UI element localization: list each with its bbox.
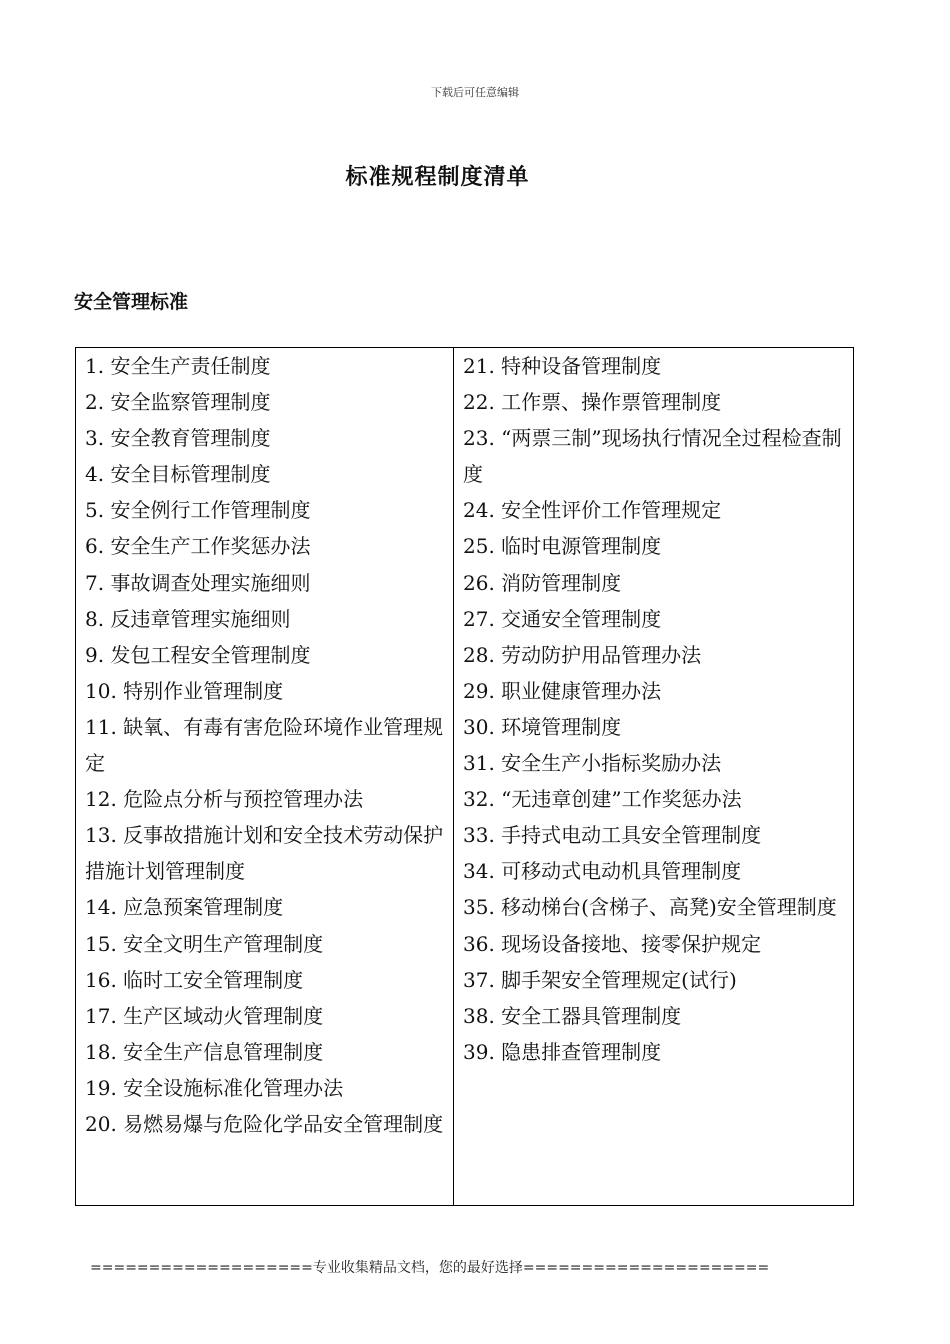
list-item: 38. 安全工器具管理制度 bbox=[463, 1003, 682, 1028]
list-item: 11. 缺氧、有毒有害危险环境作业管理规定 bbox=[85, 714, 444, 776]
section-heading: 安全管理标准 bbox=[74, 291, 189, 313]
right-column bbox=[454, 348, 854, 1206]
list-item: 7. 事故调查处理实施细则 bbox=[85, 570, 311, 595]
list-item: 21. 特种设备管理制度 bbox=[463, 354, 662, 378]
list-item: 26. 消防管理制度 bbox=[463, 570, 622, 595]
list-item: 30. 环境管理制度 bbox=[463, 714, 622, 739]
left-column bbox=[76, 348, 454, 1206]
list-item: 37. 脚手架安全管理规定(试行) bbox=[463, 967, 737, 992]
list-item: 15. 安全文明生产管理制度 bbox=[85, 931, 324, 956]
list-item: 27. 交通安全管理制度 bbox=[463, 606, 662, 631]
list-item: 31. 安全生产小指标奖励办法 bbox=[463, 751, 722, 776]
list-item: 14. 应急预案管理制度 bbox=[85, 895, 284, 920]
list-item: 19. 安全设施标准化管理办法 bbox=[85, 1075, 344, 1100]
list-item: 3. 安全教育管理制度 bbox=[85, 426, 271, 451]
list-item: 29. 职业健康管理办法 bbox=[463, 678, 662, 703]
list-item: 36. 现场设备接地、接零保护规定 bbox=[463, 931, 762, 956]
list-item: 6. 安全生产工作奖惩办法 bbox=[85, 534, 311, 559]
list-item: 18. 安全生产信息管理制度 bbox=[85, 1039, 324, 1064]
list-item: 34. 可移动式电动机具管理制度 bbox=[463, 859, 742, 884]
right-item-list bbox=[454, 348, 853, 1070]
list-item: 2. 安全监察管理制度 bbox=[85, 390, 271, 415]
list-item: 39. 隐患排查管理制度 bbox=[463, 1039, 662, 1064]
left-item-list bbox=[76, 348, 453, 1142]
list-item: 33. 手持式电动工具安全管理制度 bbox=[463, 823, 762, 848]
document-title: 标准规程制度清单 bbox=[345, 165, 530, 190]
list-item: 23. “两票三制”现场执行情况全过程检查制度 bbox=[463, 426, 842, 487]
list-item: 16. 临时工安全管理制度 bbox=[85, 967, 304, 992]
list-item: 25. 临时电源管理制度 bbox=[463, 534, 662, 559]
list-item: 4. 安全目标管理制度 bbox=[85, 462, 271, 487]
list-item: 10. 特别作业管理制度 bbox=[85, 678, 284, 703]
list-item: 20. 易燃易爆与危险化学品安全管理制度 bbox=[85, 1111, 444, 1136]
page-footer: ===================专业收集精品文档，您的最好选择===================== bbox=[90, 1260, 770, 1276]
list-item: 1. 安全生产责任制度 bbox=[85, 354, 271, 378]
list-item: 22. 工作票、操作票管理制度 bbox=[463, 390, 722, 415]
list-item: 35. 移动梯台(含梯子、高凳)安全管理制度 bbox=[463, 895, 837, 920]
list-item: 5. 安全例行工作管理制度 bbox=[85, 498, 311, 523]
regulations-table bbox=[75, 347, 854, 1206]
list-item: 12. 危险点分析与预控管理办法 bbox=[85, 787, 364, 812]
page-header: 下载后可任意编辑 bbox=[431, 86, 519, 99]
table-row bbox=[76, 348, 854, 1206]
list-item: 13. 反事故措施计划和安全技术劳动保护措施计划管理制度 bbox=[85, 823, 444, 884]
list-item: 32. “无违章创建”工作奖惩办法 bbox=[463, 787, 742, 812]
list-item: 24. 安全性评价工作管理规定 bbox=[463, 498, 722, 523]
list-item: 28. 劳动防护用品管理办法 bbox=[463, 642, 702, 667]
list-item: 9. 发包工程安全管理制度 bbox=[85, 642, 311, 667]
list-item: 17. 生产区域动火管理制度 bbox=[85, 1003, 324, 1028]
list-item: 8. 反违章管理实施细则 bbox=[85, 606, 291, 631]
